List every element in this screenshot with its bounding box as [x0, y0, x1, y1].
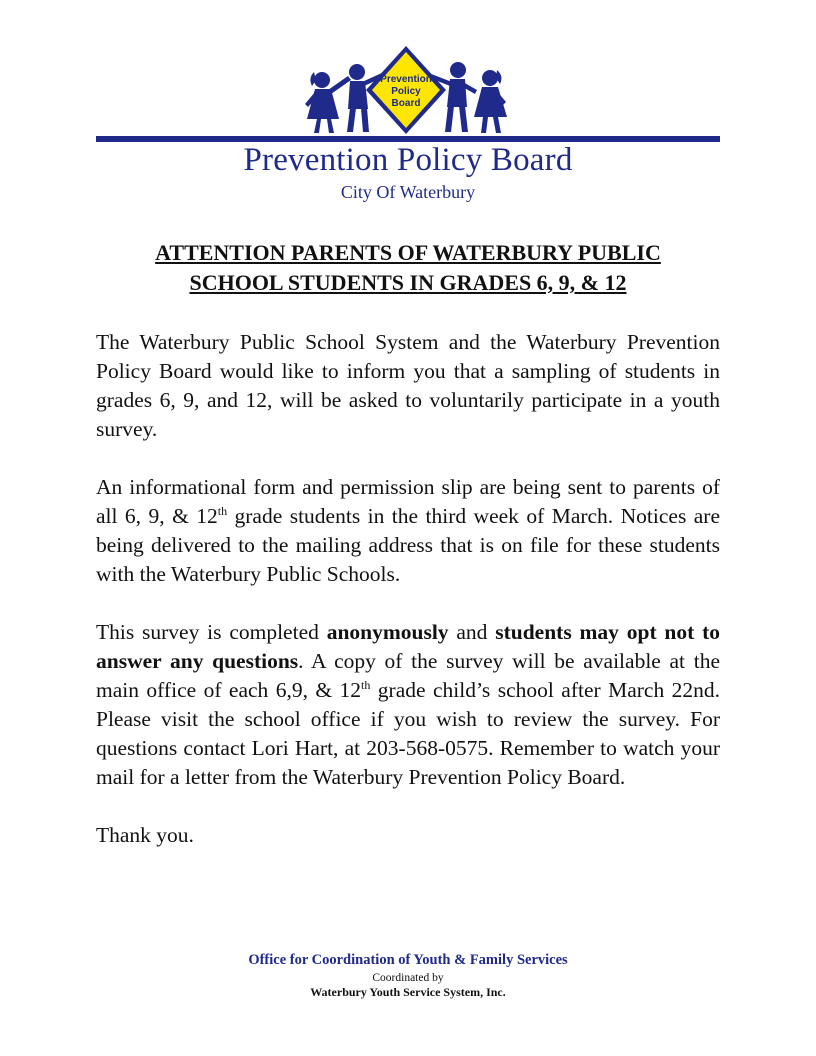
children-holding-sign-graphic [300, 42, 512, 138]
footer-organization: Waterbury Youth Service System, Inc. [310, 985, 506, 999]
footer [0, 952, 816, 1000]
footer-office-line: Office for Coordination of Youth & Family Services [248, 952, 568, 968]
paragraph-anonymity [96, 618, 720, 792]
closing-thank-you: Thank you. [96, 823, 194, 847]
headline-line-1: ATTENTION PARENTS OF WATERBURY PUBLIC [155, 240, 661, 265]
headline-line-2: SCHOOL STUDENTS IN GRADES 6, 9, & 12 [189, 270, 627, 295]
p2-text-a: An informational form and permission slip are being sent to parents of all 6, 9, & 12 [96, 475, 720, 528]
p3-text-d: grade child’s school after March 22nd. Please visit the school office if you wish to review the survey. For questions contact Lori Hart, at 203-568-0575. Remember to watch your mail for a letter from the Waterbury Prevention Policy Board. [96, 678, 720, 789]
p3-text-a: This survey is completed [96, 620, 327, 644]
paragraph-permission-slip [96, 473, 720, 589]
logo-sign-line-2: Policy [391, 86, 421, 97]
p3-text-b: and [448, 620, 496, 644]
prevention-policy-board-logo [300, 42, 512, 138]
city-subtitle: City Of Waterbury [340, 182, 476, 202]
logo-sign-line-1: Prevention [380, 74, 432, 85]
p3-bold-opt-out: students may opt not to answer any questions [96, 620, 720, 673]
p3-bold-anonymously: anonymously [326, 620, 449, 644]
logo-sign-line-3: Board [391, 98, 421, 109]
paragraph-survey-intro: The Waterbury Public School System and the Waterbury Prevention Policy Board would like to inform you that a sampling of students in grades 6, 9, and 12, will be asked to voluntarily participate in a youth survey. [96, 330, 720, 441]
board-title: Prevention Policy Board [243, 142, 573, 178]
p2-text-b: grade students in the third week of March. Notices are being delivered to the mailing address that is on file for these students with the Waterbury Public Schools. [96, 504, 720, 586]
p3-superscript: th [361, 677, 371, 692]
footer-coordinated-by: Coordinated by [372, 972, 444, 984]
letter-body [96, 328, 720, 879]
attention-headline [96, 238, 720, 298]
p3-text-c: . A copy of the survey will be available at the main office of each 6,9, & 12 [96, 649, 720, 702]
p2-superscript: th [217, 503, 228, 518]
